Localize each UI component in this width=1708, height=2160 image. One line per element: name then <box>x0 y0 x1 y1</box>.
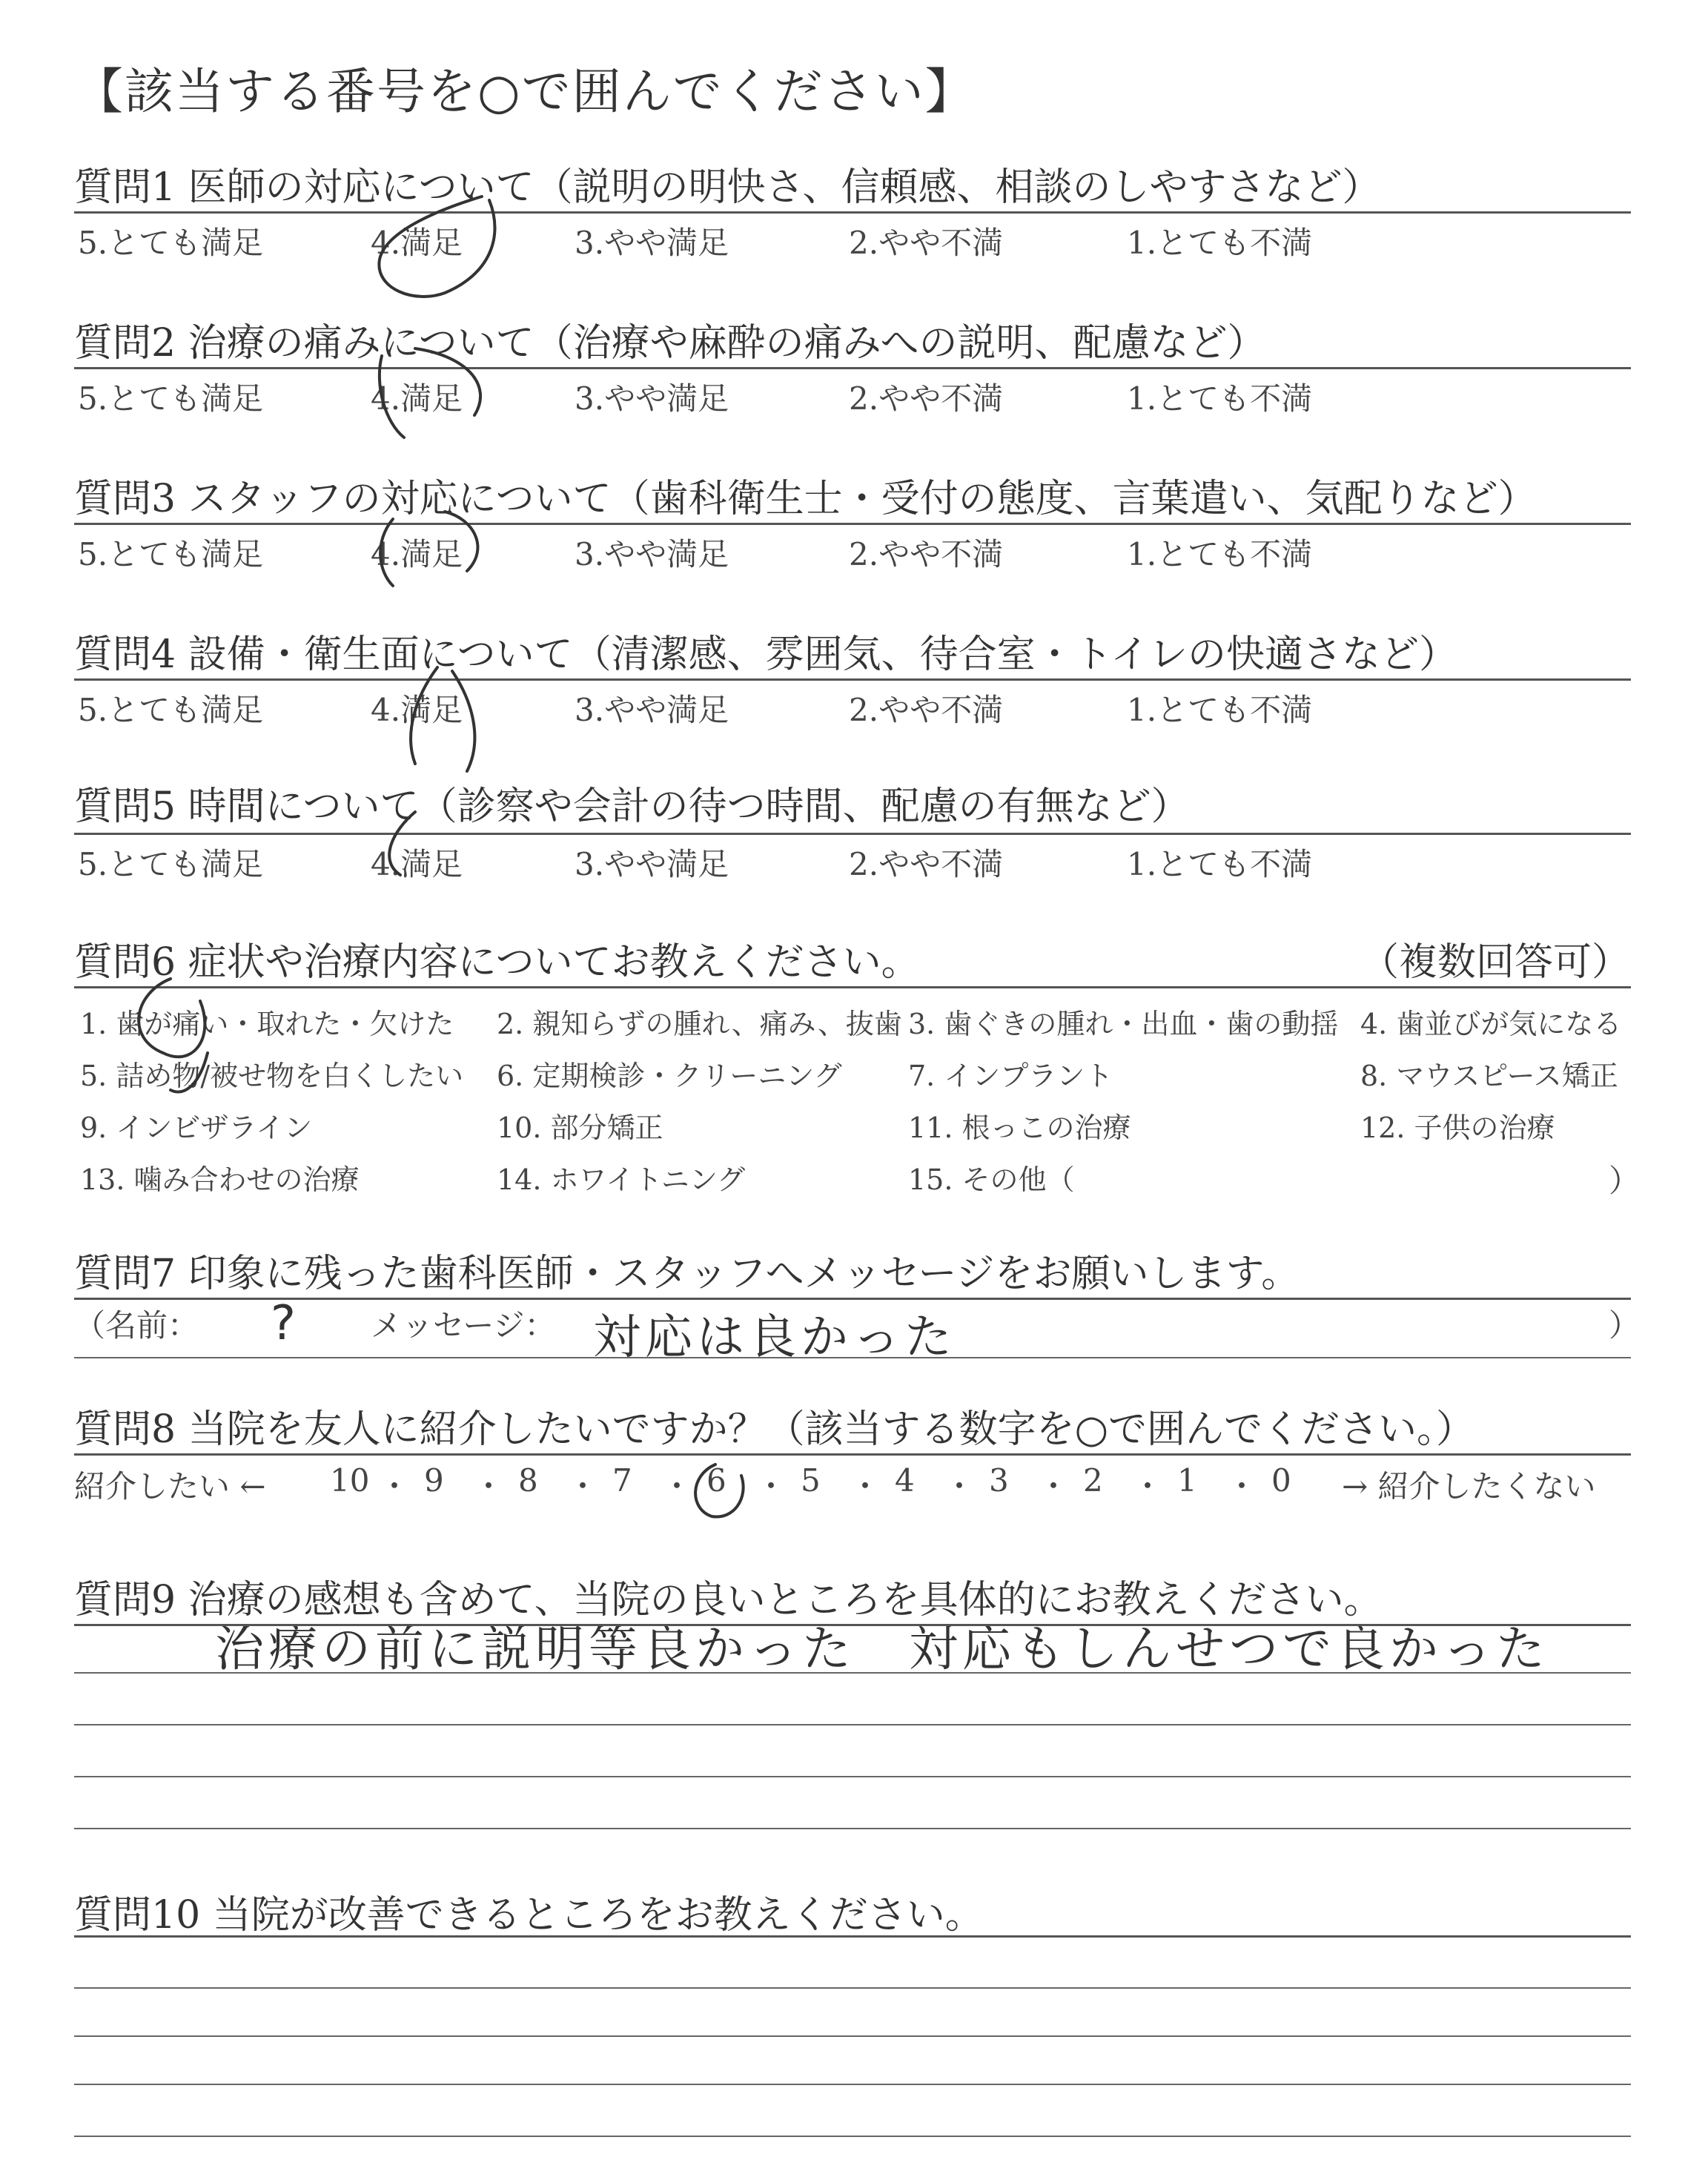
q7-name-value[interactable]: ? <box>271 1296 300 1351</box>
q1-option-2[interactable]: 2.やや不満 <box>849 225 1004 261</box>
q8-scale-separator: ・ <box>944 1468 976 1505</box>
q7-title: 質問7 印象に残った歯科医師・スタッフへメッセージをお願いします。 <box>74 1252 1300 1296</box>
q3-option-3[interactable]: 3.やや満足 <box>575 536 729 572</box>
q6-option-2[interactable]: 2. 親知らずの腫れ、痛み、抜歯 <box>497 1008 902 1040</box>
q4-option-1[interactable]: 1.とても不満 <box>1127 692 1313 728</box>
q2-option-1[interactable]: 1.とても不満 <box>1127 380 1313 417</box>
q8-scale-separator: ・ <box>755 1468 787 1505</box>
q8-scale-5[interactable]: 5 <box>801 1462 821 1499</box>
q4-circle-mark <box>411 667 474 771</box>
q6-option-7[interactable]: 7. インプラント <box>908 1060 1113 1092</box>
q8-scale-0[interactable]: 0 <box>1271 1462 1291 1499</box>
q6-option-1[interactable]: 1. 歯が痛い・取れた・欠けた <box>80 1008 454 1040</box>
q5-option-1[interactable]: 1.とても不満 <box>1127 846 1313 882</box>
q6-other-close-paren: ） <box>1609 1163 1641 1199</box>
q3-circle-mark <box>380 512 477 586</box>
q5-option-2[interactable]: 2.やや不満 <box>849 846 1004 882</box>
q8-scale-separator: ・ <box>1226 1468 1258 1505</box>
q6-option-13[interactable]: 13. 噛み合わせの治療 <box>80 1163 360 1196</box>
q5-title: 質問5 時間について（診察や会計の待つ時間、配慮の有無など） <box>74 785 1190 829</box>
q8-left-label: 紹介したい ← <box>74 1468 266 1505</box>
q6-option-10[interactable]: 10. 部分矯正 <box>497 1112 663 1144</box>
q5-option-3[interactable]: 3.やや満足 <box>575 846 729 882</box>
q3-option-4[interactable]: 4.満足 <box>371 536 463 572</box>
q1-option-1[interactable]: 1.とても不満 <box>1127 225 1313 261</box>
q6-option-8[interactable]: 8. マウスピース矯正 <box>1360 1060 1618 1092</box>
q8-scale-2[interactable]: 2 <box>1083 1462 1103 1499</box>
q8-scale-4[interactable]: 4 <box>895 1462 915 1499</box>
q8-scale-separator: ・ <box>379 1468 411 1505</box>
q8-scale-8[interactable]: 8 <box>518 1462 538 1499</box>
q10-title: 質問10 当院が改善できるところをお教えください。 <box>74 1893 984 1938</box>
q4-option-4[interactable]: 4.満足 <box>371 692 463 728</box>
q1-option-4[interactable]: 4.満足 <box>371 225 463 261</box>
q8-title: 質問8 当院を友人に紹介したいですか？（該当する数字を○で囲んでください。） <box>74 1407 1474 1452</box>
q2-option-3[interactable]: 3.やや満足 <box>575 380 729 417</box>
q6-circle-mark <box>139 979 208 1092</box>
q2-title: 質問2 治療の痛みについて（治療や麻酔の痛みへの説明、配慮など） <box>74 321 1266 366</box>
q3-option-2[interactable]: 2.やや不満 <box>849 536 1004 572</box>
q3-title: 質問3 スタッフの対応について（歯科衛生士・受付の態度、言葉遣い、気配りなど） <box>74 477 1537 521</box>
q6-option-6[interactable]: 6. 定期検診・クリーニング <box>497 1060 842 1092</box>
page-header: 【該当する番号を○で囲んでください】 <box>74 63 976 120</box>
q8-right-label: → 紹介したくない <box>1342 1468 1596 1505</box>
q1-title: 質問1 医師の対応について（説明の明快さ、信頼感、相談のしやすさなど） <box>74 165 1381 210</box>
q9-title: 質問9 治療の感想も含めて、当院の良いところを具体的にお教えください。 <box>74 1578 1383 1622</box>
q8-circle-mark <box>695 1464 744 1517</box>
q6-option-9[interactable]: 9. インビザライン <box>80 1112 313 1144</box>
q6-title: 質問6 症状や治療内容についてお教えください。 <box>74 940 920 985</box>
q7-message-value[interactable]: 対応は良かった <box>593 1310 956 1365</box>
q8-scale-separator: ・ <box>1132 1468 1164 1505</box>
q2-option-4[interactable]: 4.満足 <box>371 380 463 417</box>
q7-close-paren: ） <box>1609 1307 1641 1344</box>
q9-answer[interactable]: 治療の前に説明等良かった 対応もしんせつで良かった <box>215 1620 1549 1677</box>
q7-name-label: （名前： <box>74 1307 199 1344</box>
q6-option-4[interactable]: 4. 歯並びが気になる <box>1360 1008 1622 1040</box>
q8-scale-1[interactable]: 1 <box>1177 1462 1197 1499</box>
q8-scale-6[interactable]: 6 <box>706 1462 726 1499</box>
q8-scale-separator: ・ <box>473 1468 505 1505</box>
q8-scale-10[interactable]: 10 <box>330 1462 370 1499</box>
q7-message-label: メッセージ： <box>371 1307 556 1344</box>
q6-option-3[interactable]: 3. 歯ぐきの腫れ・出血・歯の動揺 <box>908 1008 1339 1040</box>
q8-scale-3[interactable]: 3 <box>989 1462 1009 1499</box>
q5-option-4[interactable]: 4.満足 <box>371 846 463 882</box>
q2-option-5[interactable]: 5.とても満足 <box>78 380 264 417</box>
q5-circle-mark <box>389 812 415 875</box>
q6-option-14[interactable]: 14. ホワイトニング <box>497 1163 746 1196</box>
q1-option-5[interactable]: 5.とても満足 <box>78 225 264 261</box>
q8-scale-separator: ・ <box>567 1468 599 1505</box>
q8-scale-7[interactable]: 7 <box>612 1462 632 1499</box>
q4-option-5[interactable]: 5.とても満足 <box>78 692 264 728</box>
q6-note: （複数回答可） <box>1360 940 1631 985</box>
q6-option-5[interactable]: 5. 詰め物/被せ物を白くしたい <box>80 1060 464 1092</box>
q5-option-5[interactable]: 5.とても満足 <box>78 846 264 882</box>
q3-option-1[interactable]: 1.とても不満 <box>1127 536 1313 572</box>
q4-option-3[interactable]: 3.やや満足 <box>575 692 729 728</box>
q1-option-3[interactable]: 3.やや満足 <box>575 225 729 261</box>
q8-scale-9[interactable]: 9 <box>424 1462 444 1499</box>
q3-option-5[interactable]: 5.とても満足 <box>78 536 264 572</box>
q4-option-2[interactable]: 2.やや不満 <box>849 692 1004 728</box>
q8-scale-separator: ・ <box>661 1468 693 1505</box>
q6-option-12[interactable]: 12. 子供の治療 <box>1360 1112 1555 1144</box>
q6-option-15[interactable]: 15. その他（ <box>908 1163 1075 1196</box>
q8-scale-separator: ・ <box>1038 1468 1070 1505</box>
q1-circle-mark <box>379 196 494 297</box>
q6-option-11[interactable]: 11. 根っこの治療 <box>908 1112 1131 1144</box>
q4-title: 質問4 設備・衛生面について（清潔感、雰囲気、待合室・トイレの快適さなど） <box>74 633 1457 677</box>
q2-circle-mark <box>380 349 480 437</box>
q2-option-2[interactable]: 2.やや不満 <box>849 380 1004 417</box>
q8-scale-separator: ・ <box>850 1468 881 1505</box>
